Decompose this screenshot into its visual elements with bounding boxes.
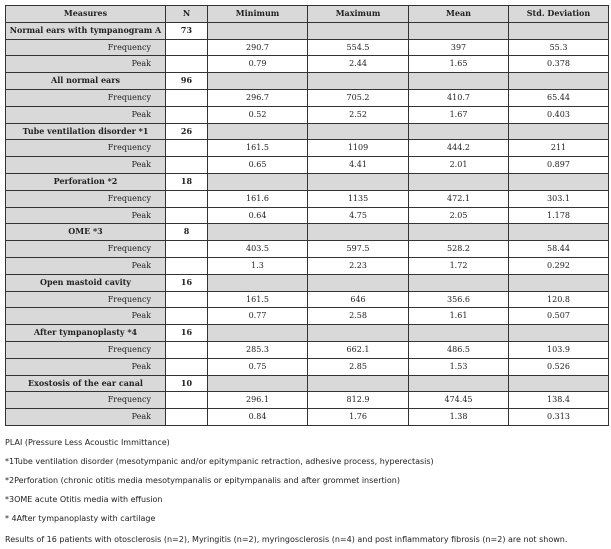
group-row (6, 375, 609, 392)
maximum-cell: 2.23 (308, 257, 409, 274)
group-label: After tympanoplasty *4 (6, 325, 166, 342)
empty-cell (509, 22, 609, 39)
header-minimum: Minimum (208, 6, 308, 23)
group-label: Tube ventilation disorder *1 (6, 123, 166, 140)
footnote-plai: PLAI (Pressure Less Acoustic Immittance) (5, 437, 170, 447)
minimum-cell: 0.75 (208, 358, 308, 375)
mean-cell: 1.72 (409, 257, 509, 274)
maximum-cell: 2.58 (308, 308, 409, 325)
header-mean: Mean (409, 6, 509, 23)
minimum-cell: 161.5 (208, 140, 308, 157)
empty-cell (166, 308, 208, 325)
group-n: 18 (166, 173, 208, 190)
group-n: 26 (166, 123, 208, 140)
maximum-cell: 4.75 (308, 207, 409, 224)
minimum-cell: 0.52 (208, 106, 308, 123)
empty-cell (509, 325, 609, 342)
header-std-deviation: Std. Deviation (509, 6, 609, 23)
mean-cell: 1.53 (409, 358, 509, 375)
group-row (6, 173, 609, 190)
empty-cell (509, 73, 609, 90)
table-row (6, 56, 609, 73)
std-deviation-cell: 0.897 (509, 157, 609, 174)
row-label: Frequency (6, 392, 166, 409)
maximum-cell: 2.52 (308, 106, 409, 123)
table-row (6, 106, 609, 123)
empty-cell (166, 409, 208, 426)
empty-cell (409, 375, 509, 392)
footnote-exclusions: Results of 16 patients with otosclerosis (n=2), Myringitis (n=2), myringosclerosis (n=4) and post inflammatory fibrosis (n=2) are not shown. (5, 534, 568, 544)
row-label: Frequency (6, 291, 166, 308)
minimum-cell: 285.3 (208, 341, 308, 358)
empty-cell (166, 39, 208, 56)
footnotes (5, 433, 608, 549)
empty-cell (208, 325, 308, 342)
group-label: OME *3 (6, 224, 166, 241)
maximum-cell: 597.5 (308, 241, 409, 258)
results-table (5, 5, 609, 426)
std-deviation-cell: 120.8 (509, 291, 609, 308)
empty-cell (208, 123, 308, 140)
mean-cell: 2.05 (409, 207, 509, 224)
empty-cell (308, 173, 409, 190)
empty-cell (208, 22, 308, 39)
group-row (6, 274, 609, 291)
empty-cell (308, 274, 409, 291)
group-n: 16 (166, 325, 208, 342)
row-label: Peak (6, 358, 166, 375)
std-deviation-cell: 303.1 (509, 190, 609, 207)
empty-cell (409, 224, 509, 241)
std-deviation-cell: 0.526 (509, 358, 609, 375)
minimum-cell: 403.5 (208, 241, 308, 258)
mean-cell: 410.7 (409, 89, 509, 106)
std-deviation-cell: 0.378 (509, 56, 609, 73)
empty-cell (509, 123, 609, 140)
empty-cell (409, 325, 509, 342)
table-row (6, 257, 609, 274)
maximum-cell: 554.5 (308, 39, 409, 56)
header-measures: Measures (6, 6, 166, 23)
row-label: Peak (6, 207, 166, 224)
group-label: Normal ears with tympanogram A (6, 22, 166, 39)
mean-cell: 528.2 (409, 241, 509, 258)
mean-cell: 1.38 (409, 409, 509, 426)
empty-cell (166, 241, 208, 258)
table-row (6, 308, 609, 325)
row-label: Peak (6, 106, 166, 123)
document (5, 5, 608, 549)
minimum-cell: 296.7 (208, 89, 308, 106)
group-n: 16 (166, 274, 208, 291)
empty-cell (166, 341, 208, 358)
maximum-cell: 1.76 (308, 409, 409, 426)
empty-cell (166, 291, 208, 308)
row-label: Frequency (6, 39, 166, 56)
empty-cell (509, 375, 609, 392)
group-row (6, 224, 609, 241)
table-row (6, 358, 609, 375)
mean-cell: 1.65 (409, 56, 509, 73)
empty-cell (308, 73, 409, 90)
empty-cell (409, 123, 509, 140)
std-deviation-cell: 0.313 (509, 409, 609, 426)
mean-cell: 2.01 (409, 157, 509, 174)
row-label: Frequency (6, 89, 166, 106)
std-deviation-cell: 65.44 (509, 89, 609, 106)
std-deviation-cell: 211 (509, 140, 609, 157)
footnote-1: *1Tube ventilation disorder (mesotympanic and/or epitympanic retraction, adhesive process, hyperectasis) (5, 456, 434, 466)
minimum-cell: 0.65 (208, 157, 308, 174)
minimum-cell: 1.3 (208, 257, 308, 274)
table-row (6, 341, 609, 358)
mean-cell: 356.6 (409, 291, 509, 308)
minimum-cell: 161.5 (208, 291, 308, 308)
group-n: 73 (166, 22, 208, 39)
std-deviation-cell: 55.3 (509, 39, 609, 56)
empty-cell (409, 173, 509, 190)
mean-cell: 444.2 (409, 140, 509, 157)
empty-cell (208, 274, 308, 291)
minimum-cell: 0.84 (208, 409, 308, 426)
header-row (6, 6, 609, 23)
empty-cell (308, 22, 409, 39)
empty-cell (409, 274, 509, 291)
empty-cell (166, 56, 208, 73)
minimum-cell: 0.77 (208, 308, 308, 325)
footnote-4: * 4After tympanoplasty with cartilage (5, 513, 156, 523)
minimum-cell: 161.6 (208, 190, 308, 207)
empty-cell (166, 140, 208, 157)
empty-cell (409, 73, 509, 90)
group-row (6, 73, 609, 90)
table-row (6, 89, 609, 106)
mean-cell: 1.67 (409, 106, 509, 123)
std-deviation-cell: 0.403 (509, 106, 609, 123)
row-label: Frequency (6, 341, 166, 358)
empty-cell (166, 358, 208, 375)
empty-cell (208, 173, 308, 190)
row-label: Peak (6, 56, 166, 73)
mean-cell: 397 (409, 39, 509, 56)
std-deviation-cell: 0.292 (509, 257, 609, 274)
group-n: 10 (166, 375, 208, 392)
footnote-2: *2Perforation (chronic otitis media mesotympanalis or epitympanalis and after grommet insertion) (5, 475, 400, 485)
empty-cell (308, 224, 409, 241)
empty-cell (308, 375, 409, 392)
empty-cell (166, 190, 208, 207)
table-row (6, 157, 609, 174)
table-row (6, 39, 609, 56)
empty-cell (308, 123, 409, 140)
empty-cell (409, 22, 509, 39)
maximum-cell: 2.44 (308, 56, 409, 73)
empty-cell (509, 173, 609, 190)
empty-cell (166, 157, 208, 174)
row-label: Peak (6, 157, 166, 174)
empty-cell (166, 106, 208, 123)
std-deviation-cell: 58.44 (509, 241, 609, 258)
table-row (6, 140, 609, 157)
group-row (6, 22, 609, 39)
row-label: Peak (6, 409, 166, 426)
std-deviation-cell: 1.178 (509, 207, 609, 224)
group-label: All normal ears (6, 73, 166, 90)
group-row (6, 123, 609, 140)
table-row (6, 409, 609, 426)
table-row (6, 190, 609, 207)
empty-cell (509, 274, 609, 291)
table-row (6, 392, 609, 409)
row-label: Peak (6, 308, 166, 325)
maximum-cell: 1109 (308, 140, 409, 157)
mean-cell: 472.1 (409, 190, 509, 207)
table-row (6, 291, 609, 308)
group-label: Open mastoid cavity (6, 274, 166, 291)
empty-cell (166, 257, 208, 274)
table-row (6, 207, 609, 224)
header-n: N (166, 6, 208, 23)
group-label: Perforation *2 (6, 173, 166, 190)
std-deviation-cell: 138.4 (509, 392, 609, 409)
empty-cell (308, 325, 409, 342)
empty-cell (166, 392, 208, 409)
table-body (6, 22, 609, 425)
std-deviation-cell: 103.9 (509, 341, 609, 358)
maximum-cell: 646 (308, 291, 409, 308)
row-label: Frequency (6, 190, 166, 207)
minimum-cell: 290.7 (208, 39, 308, 56)
group-label: Exostosis of the ear canal (6, 375, 166, 392)
maximum-cell: 812.9 (308, 392, 409, 409)
row-label: Frequency (6, 241, 166, 258)
minimum-cell: 296.1 (208, 392, 308, 409)
table-row (6, 241, 609, 258)
empty-cell (208, 73, 308, 90)
mean-cell: 486.5 (409, 341, 509, 358)
group-n: 96 (166, 73, 208, 90)
empty-cell (208, 224, 308, 241)
std-deviation-cell: 0.507 (509, 308, 609, 325)
header-maximum: Maximum (308, 6, 409, 23)
footnote-3: *3OME acute Otitis media with effusion (5, 494, 163, 504)
maximum-cell: 705.2 (308, 89, 409, 106)
maximum-cell: 2.85 (308, 358, 409, 375)
minimum-cell: 0.64 (208, 207, 308, 224)
mean-cell: 474.45 (409, 392, 509, 409)
minimum-cell: 0.79 (208, 56, 308, 73)
row-label: Peak (6, 257, 166, 274)
row-label: Frequency (6, 140, 166, 157)
empty-cell (208, 375, 308, 392)
maximum-cell: 1135 (308, 190, 409, 207)
group-row (6, 325, 609, 342)
empty-cell (166, 89, 208, 106)
maximum-cell: 4.41 (308, 157, 409, 174)
group-n: 8 (166, 224, 208, 241)
mean-cell: 1.61 (409, 308, 509, 325)
empty-cell (509, 224, 609, 241)
empty-cell (166, 207, 208, 224)
maximum-cell: 662.1 (308, 341, 409, 358)
